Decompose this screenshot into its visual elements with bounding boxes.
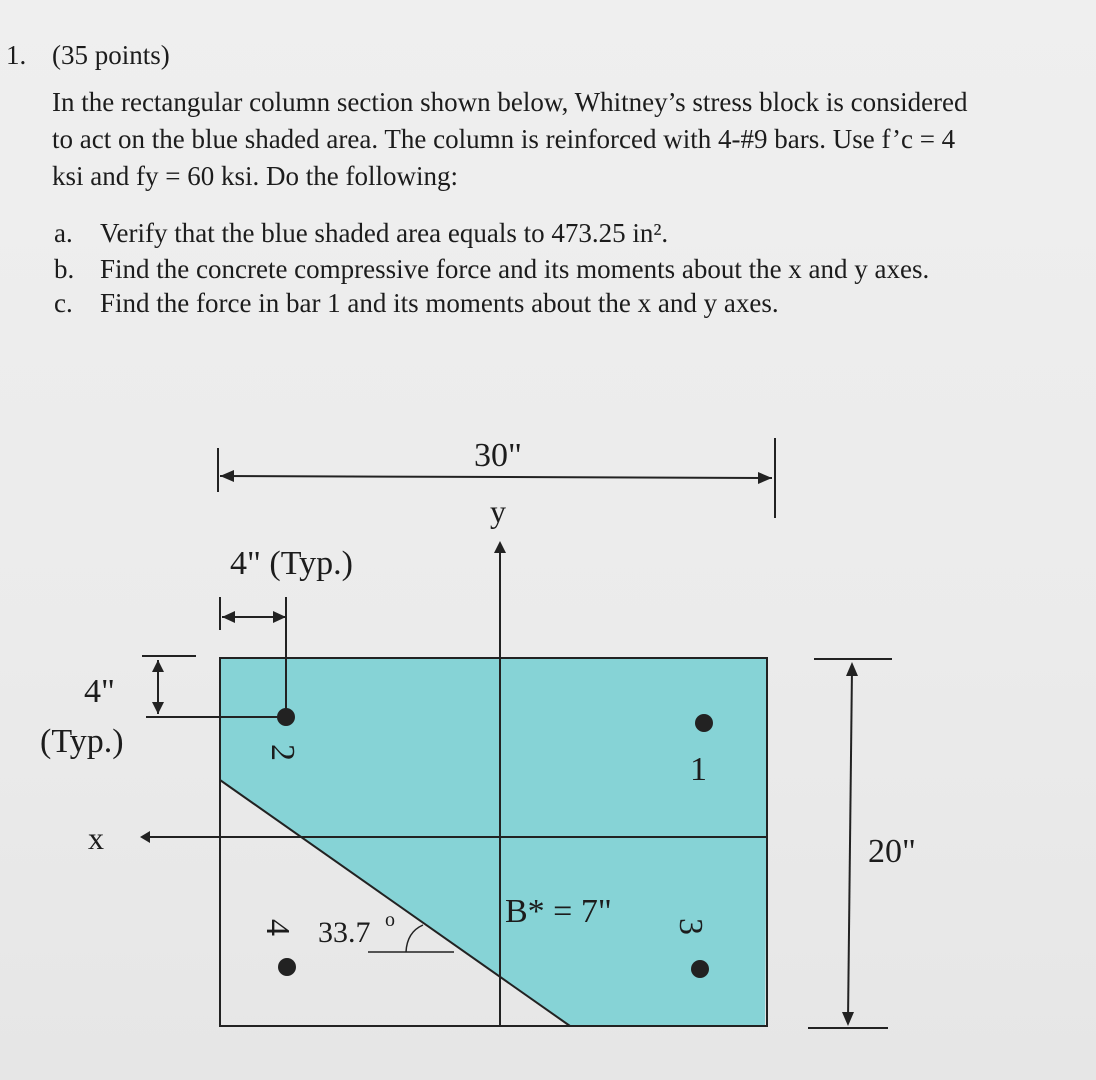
angle-arc (406, 925, 423, 952)
typ-horizontal-label: 4" (Typ.) (230, 545, 353, 582)
height-arrow-top (846, 662, 858, 676)
bar-1-label: 1 (690, 751, 707, 788)
typ-vertical-note: (Typ.) (40, 723, 124, 760)
height-dimension-line (848, 668, 852, 1020)
height-dimension-label: 20" (868, 833, 916, 870)
typ-horizontal-arrow-right (273, 611, 286, 623)
task-text: Find the force in bar 1 and its moments about the x and y axes. (100, 288, 779, 318)
width-dimension-label: 30" (474, 437, 522, 474)
b-star-label: B* = 7" (505, 893, 612, 930)
task-text: Find the concrete compressive force and its moments about the x and y axes. (100, 254, 930, 284)
angle-degree: o (385, 909, 395, 931)
angle-label: 33.7 (318, 916, 371, 949)
typ-vertical-arrow-bottom (152, 702, 164, 714)
bar-3 (691, 960, 709, 978)
task-text: Verify that the blue shaded area equals to 473.25 in². (100, 218, 669, 248)
bar-4-label: 4 (259, 919, 296, 936)
x-axis-arrow (140, 831, 150, 843)
bar-1 (695, 714, 713, 732)
bar-4 (278, 958, 296, 976)
y-axis-arrow (494, 541, 506, 553)
x-axis-label: x (88, 820, 104, 856)
task-label: b. (54, 254, 75, 284)
intro-line: In the rectangular column section shown below, Whitney’s stress block is considered (52, 87, 968, 117)
question-points: (35 points) (52, 40, 170, 70)
task-label: a. (54, 218, 73, 248)
height-arrow-bottom (842, 1012, 854, 1026)
y-axis-label: y (490, 493, 506, 529)
intro-line: ksi and fy = 60 ksi. Do the following: (52, 161, 458, 191)
stress-block-area (220, 658, 768, 1026)
width-arrow-right (758, 472, 772, 484)
width-dimension-line (220, 476, 772, 478)
typ-vertical-value: 4" (84, 673, 115, 710)
typ-vertical-arrow-top (152, 660, 164, 672)
bar-2-label: 2 (264, 744, 301, 761)
bar-2 (277, 708, 295, 726)
typ-horizontal-arrow-left (222, 611, 235, 623)
bar-3-label: 3 (672, 918, 709, 935)
task-label: c. (54, 288, 73, 318)
intro-line: to act on the blue shaded area. The column is reinforced with 4-#9 bars. Use f’c = 4 (52, 124, 956, 154)
width-arrow-left (220, 470, 234, 482)
question-number: 1. (6, 40, 27, 70)
